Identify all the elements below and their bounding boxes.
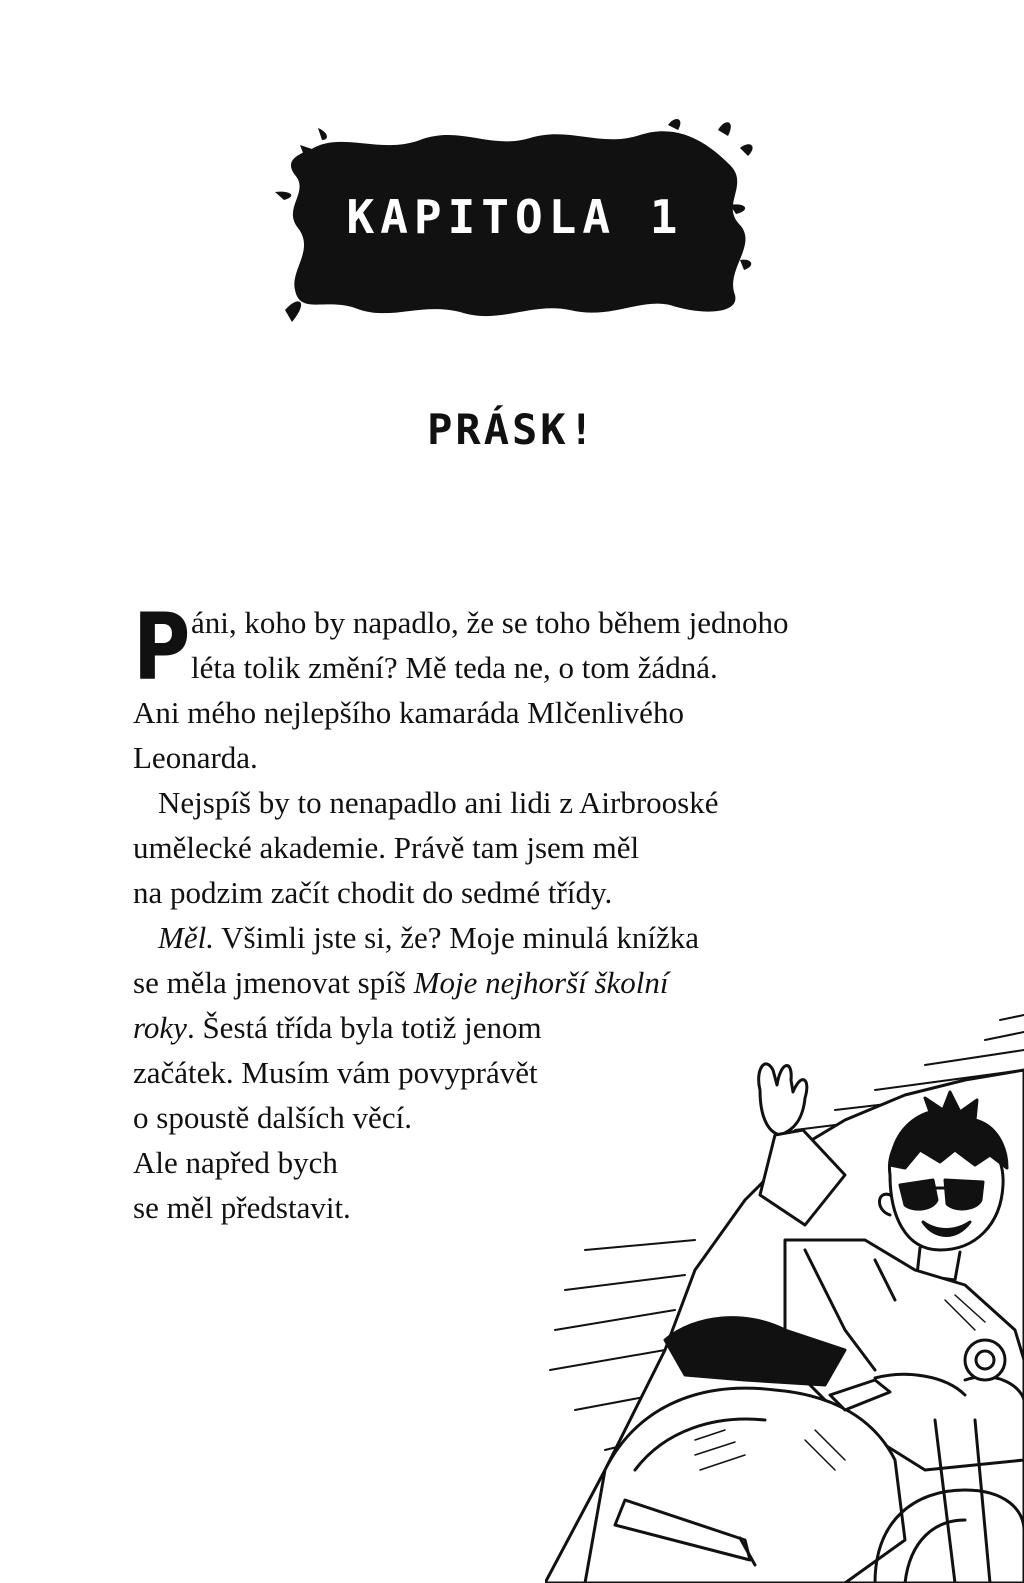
text-segment: Všimli jste si, že? Moje minulá knížka [213, 920, 699, 955]
text-line: Leonarda. [133, 740, 258, 775]
emphasis-text: Moje nejhorší školní [413, 965, 669, 1000]
text-line: o spoustě dalších věcí. [133, 1100, 412, 1135]
text-segment: se měla jmenovat spíš [133, 965, 414, 1000]
text-line: Ale napřed bych [133, 1145, 338, 1180]
text-line [133, 960, 913, 1005]
text-segment: . Šestá třída byla totiž jenom [186, 1010, 542, 1045]
text-line: léta tolik změní? Mě teda ne, o tom žádná. [191, 650, 718, 685]
boy-on-motorcycle-illustration [545, 1000, 1024, 1583]
text-line: Ani mého nejlepšího kamaráda Mlčenlivého [133, 695, 684, 730]
text-line: na podzim začít chodit do sedmé třídy. [133, 875, 613, 910]
emphasis-text: Měl. [158, 920, 214, 955]
drop-cap: P [133, 594, 191, 701]
text-line [133, 915, 913, 960]
text-line: Nejspíš by to nenapadlo ani lidi z Airbrooské [158, 785, 719, 820]
text-line: se měl představit. [133, 1190, 351, 1225]
emphasis-text: roky [133, 1010, 187, 1045]
text-line: začátek. Musím vám povyprávět [133, 1055, 538, 1090]
text-line: áni, koho by napadlo, že se toho během jednoho [191, 605, 789, 640]
text-line: umělecké akademie. Právě tam jsem měl [133, 830, 640, 865]
chapter-label: KAPITOLA 1 [346, 190, 684, 244]
chapter-title: PRÁSK! [427, 405, 597, 454]
